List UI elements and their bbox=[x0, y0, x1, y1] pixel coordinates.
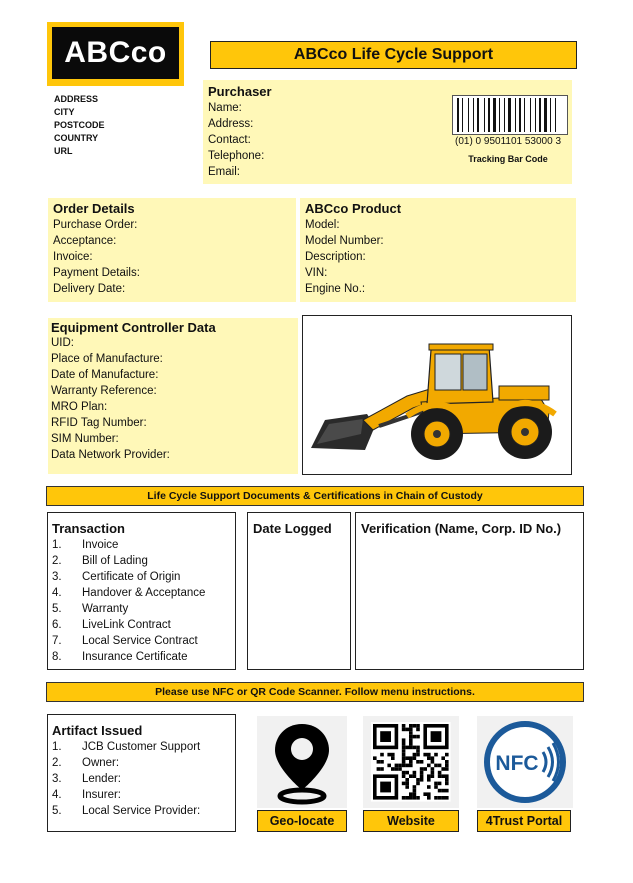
transaction-item bbox=[52, 569, 205, 585]
transaction-item-number: 4. bbox=[52, 587, 62, 599]
rfid-tag-field: RFID Tag Number: bbox=[51, 417, 147, 429]
transaction-item-label: Handover & Acceptance bbox=[82, 587, 206, 599]
transaction-item-label: Warranty bbox=[82, 603, 129, 615]
transaction-item bbox=[52, 617, 205, 633]
address-label: ADDRESS bbox=[54, 94, 99, 104]
mro-plan-field: MRO Plan: bbox=[51, 401, 108, 413]
artifact-item-label: Lender: bbox=[82, 773, 122, 785]
transaction-item bbox=[52, 585, 205, 601]
transaction-item bbox=[52, 633, 205, 649]
company-logo bbox=[47, 22, 184, 86]
barcode-label: Tracking Bar Code bbox=[468, 154, 548, 164]
address-block bbox=[54, 93, 105, 158]
url-label: URL bbox=[54, 146, 73, 156]
transaction-item-number: 6. bbox=[52, 619, 62, 631]
scan-instructions-bar: Please use NFC or QR Code Scanner. Follow menu instructions. bbox=[46, 682, 584, 702]
verification-box bbox=[355, 512, 584, 670]
artifact-item-number: 5. bbox=[52, 805, 62, 817]
transaction-item-number: 8. bbox=[52, 651, 62, 663]
transaction-item bbox=[52, 601, 205, 617]
purchase-order-field: Purchase Order: bbox=[53, 219, 138, 231]
artifact-item-number: 2. bbox=[52, 757, 62, 769]
purchaser-heading: Purchaser bbox=[208, 84, 272, 99]
chain-of-custody-bar: Life Cycle Support Documents & Certifications in Chain of Custody bbox=[46, 486, 584, 506]
model-number-field: Model Number: bbox=[305, 235, 384, 247]
date-logged-heading: Date Logged bbox=[253, 521, 332, 536]
svg-text:NFC: NFC bbox=[495, 752, 539, 775]
geo-locate-card[interactable] bbox=[257, 716, 347, 808]
transaction-item-number: 3. bbox=[52, 571, 62, 583]
product-panel bbox=[300, 198, 576, 302]
artifact-list bbox=[52, 739, 200, 819]
nfc-icon bbox=[477, 716, 573, 808]
equipment-controller-panel bbox=[48, 318, 298, 474]
transaction-item bbox=[52, 537, 205, 553]
website-button[interactable]: Website bbox=[363, 810, 459, 832]
purchaser-contact-field: Contact: bbox=[208, 134, 251, 146]
transaction-item-label: Local Service Contract bbox=[82, 635, 198, 647]
artifact-item bbox=[52, 755, 200, 771]
purchaser-address-field: Address: bbox=[208, 118, 254, 130]
uid-field: UID: bbox=[51, 337, 74, 349]
country-label: COUNTRY bbox=[54, 133, 99, 143]
engine-no-field: Engine No.: bbox=[305, 283, 366, 295]
transaction-item-number: 2. bbox=[52, 555, 62, 567]
wheel-loader-illustration bbox=[303, 316, 571, 474]
artifact-issued-box bbox=[47, 714, 236, 832]
transaction-item-label: Certificate of Origin bbox=[82, 571, 181, 583]
description-field: Description: bbox=[305, 251, 366, 263]
transaction-item bbox=[52, 553, 205, 569]
artifact-item-number: 4. bbox=[52, 789, 62, 801]
date-logged-box bbox=[247, 512, 351, 670]
artifact-item bbox=[52, 803, 200, 819]
product-heading: ABCco Product bbox=[305, 201, 402, 216]
artifact-item-label: Insurer: bbox=[82, 789, 121, 801]
date-of-manufacture-field: Date of Manufacture: bbox=[51, 369, 159, 381]
transaction-item-number: 1. bbox=[52, 539, 62, 551]
artifact-item-label: Local Service Provider: bbox=[82, 805, 201, 817]
nfc-card[interactable] bbox=[477, 716, 573, 808]
invoice-field: Invoice: bbox=[53, 251, 93, 263]
warranty-reference-field: Warranty Reference: bbox=[51, 385, 157, 397]
artifact-heading: Artifact Issued bbox=[52, 723, 143, 738]
acceptance-field: Acceptance: bbox=[53, 235, 117, 247]
delivery-date-field: Delivery Date: bbox=[53, 283, 126, 295]
portal-button[interactable]: 4Trust Portal bbox=[477, 810, 571, 832]
transaction-heading: Transaction bbox=[52, 521, 125, 536]
tracking-barcode bbox=[452, 95, 568, 135]
transaction-item-label: LiveLink Contract bbox=[82, 619, 171, 631]
purchaser-name-field: Name: bbox=[208, 102, 242, 114]
transaction-item bbox=[52, 649, 205, 665]
location-pin-icon bbox=[257, 716, 347, 808]
city-label: CITY bbox=[54, 107, 75, 117]
artifact-item bbox=[52, 771, 200, 787]
verification-heading: Verification (Name, Corp. ID No.) bbox=[361, 521, 562, 536]
purchaser-email-field: Email: bbox=[208, 166, 240, 178]
artifact-item-label: Owner: bbox=[82, 757, 120, 769]
website-card[interactable] bbox=[363, 716, 459, 808]
purchaser-telephone-field: Telephone: bbox=[208, 150, 265, 162]
order-details-heading: Order Details bbox=[53, 201, 135, 216]
artifact-item-number: 1. bbox=[52, 741, 62, 753]
place-of-manufacture-field: Place of Manufacture: bbox=[51, 353, 163, 365]
transaction-item-number: 7. bbox=[52, 635, 62, 647]
transaction-item-label: Insurance Certificate bbox=[82, 651, 188, 663]
geo-locate-button[interactable]: Geo-locate bbox=[257, 810, 347, 832]
qr-code-icon bbox=[363, 716, 459, 808]
barcode-number: (01) 0 9501101 53000 3 bbox=[454, 136, 561, 147]
logo-text: ABCco bbox=[52, 27, 179, 79]
artifact-item bbox=[52, 739, 200, 755]
equipment-heading: Equipment Controller Data bbox=[51, 320, 216, 335]
artifact-item-number: 3. bbox=[52, 773, 62, 785]
transaction-list bbox=[52, 537, 205, 665]
transaction-item-label: Invoice bbox=[82, 539, 119, 551]
model-field: Model: bbox=[305, 219, 340, 231]
order-details-panel bbox=[48, 198, 296, 302]
artifact-item bbox=[52, 787, 200, 803]
payment-details-field: Payment Details: bbox=[53, 267, 140, 279]
product-photo bbox=[302, 315, 572, 475]
sim-number-field: SIM Number: bbox=[51, 433, 119, 445]
transaction-item-number: 5. bbox=[52, 603, 62, 615]
vin-field: VIN: bbox=[305, 267, 328, 279]
postcode-label: POSTCODE bbox=[54, 120, 105, 130]
data-network-provider-field: Data Network Provider: bbox=[51, 449, 170, 461]
transaction-box bbox=[47, 512, 236, 670]
page-title: ABCco Life Cycle Support bbox=[210, 41, 577, 69]
transaction-item-label: Bill of Lading bbox=[82, 555, 148, 567]
artifact-item-label: JCB Customer Support bbox=[82, 741, 201, 753]
